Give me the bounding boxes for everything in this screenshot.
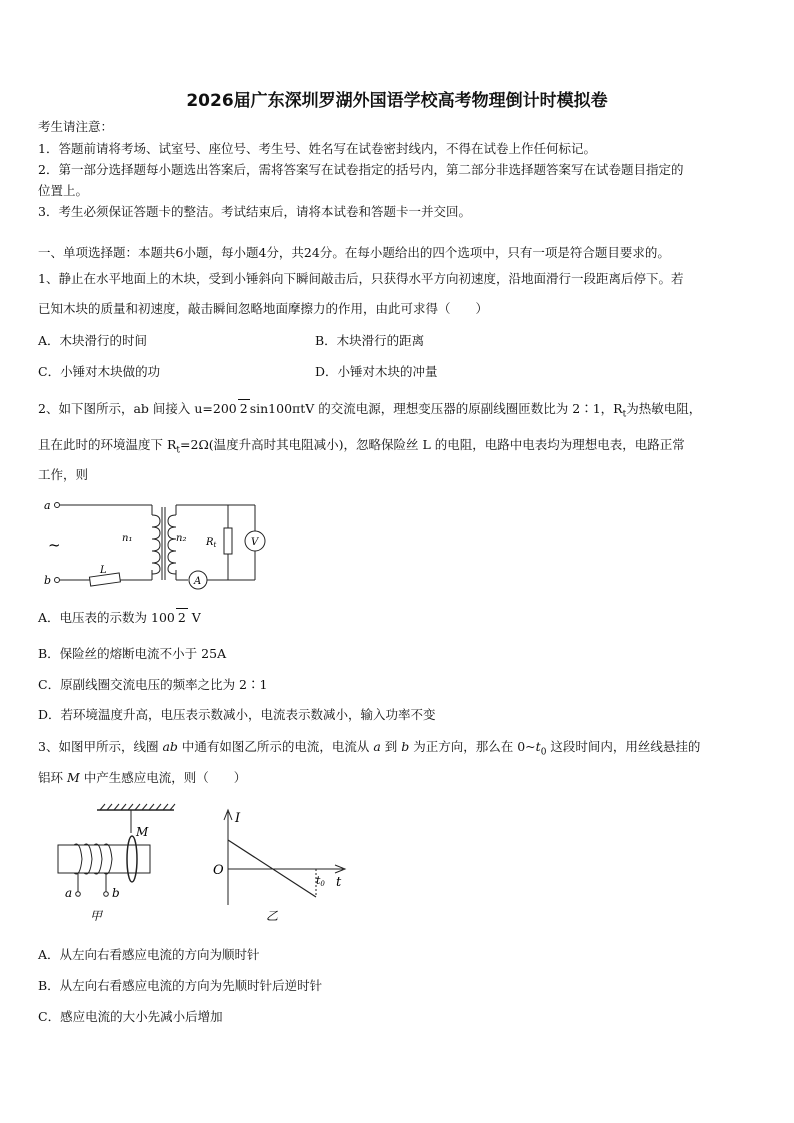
q2-text: 2、如下图所示，ab 间接入 u=200 [38,401,237,416]
q1-option-c: C．小锤对木块做的功 [38,364,161,379]
secondary-coil [168,515,176,574]
primary-coil [152,515,160,574]
q2-stem-line1 [38,399,701,424]
q2-option-text: A．电压表的示数为 100 [38,610,175,625]
q3-option-c: C．感应电流的大小先减小后增加 [38,1009,223,1024]
n1-label: n₁ [122,533,133,544]
terminal-a-label: a [44,499,51,512]
ammeter-label: A [194,576,202,587]
figure-caption-jia: 甲 [90,909,103,923]
q2-stem-line3: 工作，则 [38,467,89,482]
q2-text: =2Ω(温度升高时其电阻减小)，忽略保险丝 L 的电阻，电路中电表均为理想电表，电路正常 [180,437,685,452]
q1-stem-line1: 1、静止在水平地面上的木块，受到小锤斜向下瞬间敲击后，只获得水平方向初速度，沿地面滑行一段距离后停下。若 [38,271,684,286]
q1-option-d: D．小锤对木块的冲量 [315,364,438,379]
sqrt-sign: 2 [239,401,248,416]
current-time-graph [208,800,358,925]
page-title: 2026届广东深圳罗湖外国语学校高考物理倒计时模拟卷 [186,91,608,111]
ring-m-label: M [136,825,149,839]
sqrt-sign: 2 [177,610,186,625]
q2-option-a [38,608,201,627]
subscript: t [176,445,181,456]
q3-stem-line1: 3、如图甲所示，线圈 ab 中通有如图乙所示的电流，电流从 a 到 b 为正方向，那么在 $0\sim t_0$ 这段时间内，用丝线悬挂的 [38,739,701,758]
notice-item-2: 2．第一部分选择题每小题选出答案后，需将答案写在试卷指定的括号内，第二部分非选择题答案写在试卷题目指定的 [38,162,684,177]
terminal-b [55,578,60,583]
q2-text: 且在此时的环境温度下 R [38,437,177,452]
coil-ring-figure [52,800,182,925]
y-axis-label: I [235,811,241,826]
notice-item-1: 1．答题前请将考场、试室号、座位号、考生号、姓名写在试卷密封线内，不得在试卷上作任何标记。 [38,141,596,156]
q2-text: sin100πtV 的交流电源，理想变压器的原副线圈匝数比为 2∶1，R [249,401,623,416]
thermistor [224,528,232,554]
subscript: t [622,409,627,420]
transformer-circuit-figure [40,495,275,595]
ac-source-symbol: ~ [48,536,61,554]
notice-item-2-cont: 位置上。 [38,183,89,198]
q3-option-b: B．从左向右看感应电流的方向为先顺时针后逆时针 [38,978,323,993]
t0-label: t0 [316,874,325,888]
q3-option-a: A．从左向右看感应电流的方向为顺时针 [38,947,260,962]
origin-label: O [213,863,224,878]
q2-option-c: C．原副线圈交流电压的频率之比为 2∶1 [38,677,268,692]
rt-label: $R_t$ [206,537,217,549]
terminal-b-label: b [44,574,52,587]
figure-caption-yi: 乙 [266,909,279,923]
q1-stem-line2: 已知木块的质量和初速度，敲击瞬间忽略地面摩擦力的作用，由此可求得（ ） [38,301,489,316]
notice-heading: 考生请注意： [38,119,114,134]
q2-option-d: D．若环境温度升高，电压表示数减小，电流表示数减小，输入功率不变 [38,707,436,722]
x-axis-label: t [336,875,342,890]
q2-text: 为热敏电阻， [626,401,702,416]
notice-item-3: 3．考生必须保证答题卡的整洁。考试结束后，请将本试卷和答题卡一并交回。 [38,204,471,219]
q2-option-b: B．保险丝的熔断电流不小于 25A [38,646,227,661]
n2-label: n₂ [176,533,187,544]
q3-stem-line2: 铝环 M 中产生感应电流，则（ ） [38,770,247,785]
q2-stem-line2 [38,436,685,460]
terminal-a [55,503,60,508]
terminal-a-label: a [65,886,73,900]
q1-option-b: B．木块滑行的距离 [315,333,425,348]
voltmeter-label: V [251,537,259,548]
terminal-a [76,892,81,897]
fuse-label: L [100,565,107,576]
section-heading: 一、单项选择题：本题共6小题，每小题4分，共24分。在每小题给出的四个选项中，只有一项是符合题目要求的。 [38,245,670,260]
q1-option-a: A．木块滑行的时间 [38,333,148,348]
terminal-b [104,892,109,897]
q2-option-text: V [187,610,201,625]
terminal-b-label: b [112,886,120,900]
